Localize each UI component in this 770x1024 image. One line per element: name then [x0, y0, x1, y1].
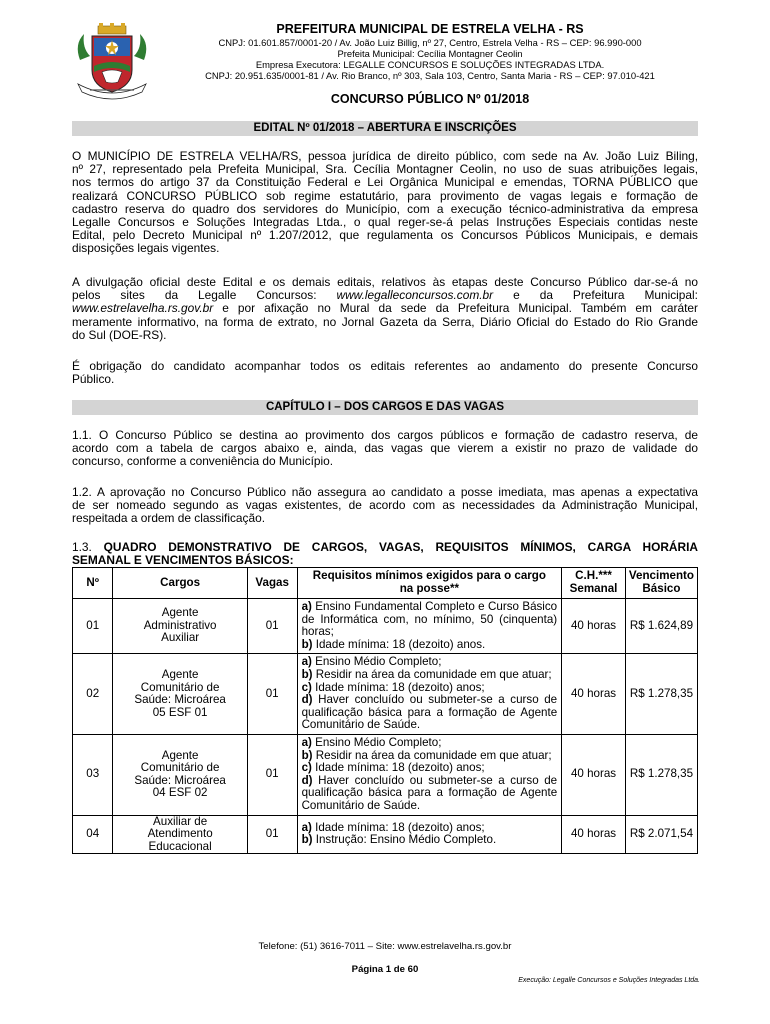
table-row [73, 815, 698, 854]
text-line: respeitada a ordem de classificação. [72, 511, 265, 526]
requirement-text: Idade mínima: 18 (dezoito) anos; [315, 820, 485, 834]
text-line: acordo com a tabela de cargos abaixo e, ainda, das vagas que vierem a existir no prazo de validade do [72, 441, 698, 456]
table-heading: QUADRO DEMONSTRATIVO DE CARGOS, VAGAS, REQUISITOS MÍNIMOS, CARGA HORÁRIA [103, 540, 698, 554]
text-line: nos termos do artigo 37 da Constituição Federal e Lei Orgânica Municipal e emendas, TORNA PÚBLICO que [72, 175, 698, 190]
text-span: pelos sites da Legalle Concursos: [72, 288, 317, 303]
requirement-key: c) [301, 680, 312, 694]
text-line: disposições legais vigentes. [72, 241, 220, 256]
executor-line: Empresa Executora: LEGALLE CONCURSOS E SOLUÇÕES INTEGRADAS LTDA. [255, 59, 605, 70]
cargo-line: Agente [161, 667, 199, 681]
cargo-line: Auxiliar [161, 631, 200, 645]
header-text: Vencimento [628, 569, 694, 583]
municipal-crest-icon [72, 22, 152, 102]
requirement-key: d) [301, 693, 313, 707]
cell-cargo [113, 815, 247, 854]
item-number: 1.3. [72, 540, 92, 554]
cell-requisitos [297, 599, 562, 654]
requirement-key: b) [301, 833, 313, 847]
letterhead [170, 22, 690, 81]
text-span: e da Prefeitura Municipal: [513, 288, 698, 303]
text-line: concurso, conforme a conveniência do Município. [72, 454, 334, 469]
table-row [73, 654, 698, 735]
requirement-key: d) [301, 773, 313, 787]
header-text: Básico [642, 582, 681, 595]
cell-vencimento: R$ 2.071,54 [625, 815, 697, 854]
cargo-line: Saúde: Microárea [134, 773, 226, 787]
header-vencimento [625, 568, 697, 599]
requirement-key: b) [301, 637, 313, 651]
paragraph-1-3 [72, 541, 698, 567]
requirement-text: Idade mínima: 18 (dezoito) anos; [315, 761, 485, 775]
section-edital-title: EDITAL Nº 01/2018 – ABERTURA E INSCRIÇÕES [72, 121, 698, 136]
cargo-line: Atendimento [147, 827, 213, 841]
mayor-line: Prefeita Municipal: Cecília Montagner Ceolin [337, 48, 523, 59]
cell-ch: 40 horas [562, 815, 626, 854]
requirement-text: Idade mínima: 18 (dezoito) anos. [315, 637, 486, 651]
table-heading-cont: SEMANAL E VENCIMENTOS BÁSICOS: [72, 553, 294, 568]
cell-vencimento: R$ 1.624,89 [625, 599, 697, 654]
header-text: na posse** [399, 582, 459, 595]
requirement-item [302, 639, 558, 652]
requirement-item [302, 834, 558, 847]
header-num: Nº [73, 568, 113, 599]
requirement-text: Residir na área da comunidade em que atuar; [315, 667, 552, 681]
cell-vagas: 01 [247, 734, 297, 815]
requirement-key: c) [301, 761, 312, 775]
cell-num: 04 [73, 815, 113, 854]
cell-cargo [113, 734, 247, 815]
org-name: PREFEITURA MUNICIPAL DE ESTRELA VELHA - RS [276, 22, 584, 36]
requirement-text: Haver concluído ou submeter-se a curso de qualificação básica para a formação de Agente Comunitário de Saúde. [301, 773, 558, 812]
paragraph-publication [72, 276, 698, 342]
requirement-key: a) [301, 600, 312, 613]
requirement-text: Ensino Médio Completo; [315, 655, 442, 669]
requirement-item [302, 694, 558, 732]
requirement-key: a) [301, 735, 312, 749]
cell-num: 02 [73, 654, 113, 735]
cargo-line: 05 ESF 01 [152, 705, 208, 719]
cell-requisitos [297, 654, 562, 735]
text-line: cadastro reserva do quadro dos servidores do Município, com a execução técnico-administrativa da empresa [72, 201, 698, 216]
requirement-key: a) [301, 655, 312, 669]
cell-vagas: 01 [247, 654, 297, 735]
text-line: 1.2. A aprovação no Concurso Público não assegura ao candidato a posse imediata, mas apenas a expectativa [72, 485, 698, 499]
text-span: e por afixação no Mural da sede da Prefeitura Municipal. Também em caráter [222, 301, 698, 316]
requirement-key: b) [301, 667, 313, 681]
header-text: C.H.*** [575, 569, 612, 583]
paragraph-obligation [72, 360, 698, 386]
text-line: A divulgação oficial deste Edital e os demais editais, relativos às etapas deste Concurso Público dar-se-á no [72, 275, 698, 289]
requirement-text: Idade mínima: 18 (dezoito) anos; [315, 680, 485, 694]
page-number: Página 1 de 60 [351, 964, 419, 975]
cargo-line: 04 ESF 02 [152, 786, 208, 800]
cell-ch: 40 horas [562, 734, 626, 815]
header-vagas: Vagas [247, 568, 297, 599]
cell-cargo [113, 654, 247, 735]
footer-executor: Execução: Legalle Concursos e Soluções Integradas Ltda. [518, 977, 700, 984]
cell-ch: 40 horas [562, 599, 626, 654]
text-line: 1.1. O Concurso Público se destina ao provimento dos cargos públicos e formação de cadastro reserva, de [72, 428, 698, 442]
header-cargo: Cargos [113, 568, 247, 599]
paragraph-1-1 [72, 429, 698, 469]
paragraph-municipality [72, 150, 698, 256]
requirement-text: Ensino Médio Completo; [315, 735, 442, 749]
executor-cnpj-address: CNPJ: 20.951.635/0001-81 / Av. Rio Branco, nº 303, Sala 103, Centro, Santa Maria - RS – CEP: 97.010-421 [205, 70, 655, 81]
header-ch [562, 568, 626, 599]
requirement-text: Residir na área da comunidade em que atuar; [315, 748, 552, 762]
text-line: de ser nomeado segundo as vagas existentes, de acordo com as necessidades da Administração Municipal, [72, 498, 698, 513]
section-chapter-1-title: CAPÍTULO I – DOS CARGOS E DAS VAGAS [72, 400, 698, 415]
cell-ch: 40 horas [562, 654, 626, 735]
legalle-site-link[interactable]: www.legalleconcursos.com.br [336, 288, 494, 303]
cell-num: 03 [73, 734, 113, 815]
cell-vencimento: R$ 1.278,35 [625, 654, 697, 735]
text-line: meramente informativo, na forma de extrato, no Jornal Gazeta da Serra, Diário Oficial do Estado do Rio Grande [72, 314, 698, 329]
requirement-key: b) [301, 748, 313, 762]
requirement-text: Haver concluído ou submeter-se a curso de qualificação básica para a formação de Agente Comunitário de Saúde. [301, 693, 558, 732]
cell-requisitos [297, 815, 562, 854]
cell-requisitos [297, 734, 562, 815]
cell-vencimento: R$ 1.278,35 [625, 734, 697, 815]
paragraph-1-2 [72, 486, 698, 526]
requirement-key: a) [301, 820, 312, 834]
positions-table [72, 567, 698, 854]
cargo-line: Agente [161, 606, 199, 620]
contest-title: CONCURSO PÚBLICO Nº 01/2018 [330, 92, 530, 106]
requirement-text: Instrução: Ensino Médio Completo. [315, 833, 497, 847]
header-text: Semanal [569, 582, 618, 595]
text-line: do Sul (DOE-RS). [72, 327, 167, 342]
cargo-line: Saúde: Microárea [134, 693, 226, 707]
cargo-line: Comunitário de [140, 761, 220, 775]
requirement-item [302, 775, 558, 813]
text-line: nº 27, representado pela Prefeita Municipal, Sra. Cecília Montagner Ceolin, no uso de suas atribuições legais, [72, 162, 698, 177]
cell-vagas: 01 [247, 815, 297, 854]
cargo-line: Comunitário de [140, 680, 220, 694]
requirement-item [302, 601, 558, 639]
cell-num: 01 [73, 599, 113, 654]
cargo-line: Auxiliar de [153, 814, 208, 828]
text-line [72, 302, 698, 315]
prefeitura-site-link[interactable]: www.estrelavelha.rs.gov.br [72, 301, 214, 316]
text-line: realizará CONCURSO PÚBLICO sob regime estatutário, para provimento de vagas legais e formação de [72, 188, 698, 203]
cargo-line: Educacional [148, 839, 212, 853]
text-line: Público. [72, 372, 115, 387]
table-header-row [73, 568, 698, 599]
cell-vagas: 01 [247, 599, 297, 654]
cargo-line: Agente [161, 748, 199, 762]
cell-cargo [113, 599, 247, 654]
footer-contact: Telefone: (51) 3616-7011 – Site: www.estrelavelha.rs.gov.br [258, 941, 512, 952]
requirement-text: Ensino Fundamental Completo e Curso Básico de Informática com, no mínimo, 50 (cinquenta) horas; [301, 600, 558, 639]
org-cnpj-address: CNPJ: 01.601.857/0001-20 / Av. João Luiz Billig, nº 27, Centro, Estrela Velha - RS – CEP: 96.990-000 [218, 37, 642, 48]
table-row [73, 599, 698, 654]
header-text: Requisitos mínimos exigidos para o cargo [312, 569, 546, 583]
cargo-line: Administrativo [143, 618, 217, 632]
text-line: Edital, pelo Decreto Municipal nº 1.207/2012, que regulamenta os Concursos Públicos Municipais, e demais [72, 228, 698, 243]
text-line: Legalle Concursos e Soluções Integradas Ltda., o qual reger-se-á pelas Instruções Especiais contidas neste [72, 215, 698, 230]
text-line: É obrigação do candidato acompanhar todos os editais referentes ao andamento do presente Concurso [72, 359, 698, 373]
text-line: O MUNICÍPIO DE ESTRELA VELHA/RS, pessoa jurídica de direito público, com sede na Av. João Luiz Biling, [72, 149, 698, 163]
header-requisitos [297, 568, 562, 599]
table-row [73, 734, 698, 815]
